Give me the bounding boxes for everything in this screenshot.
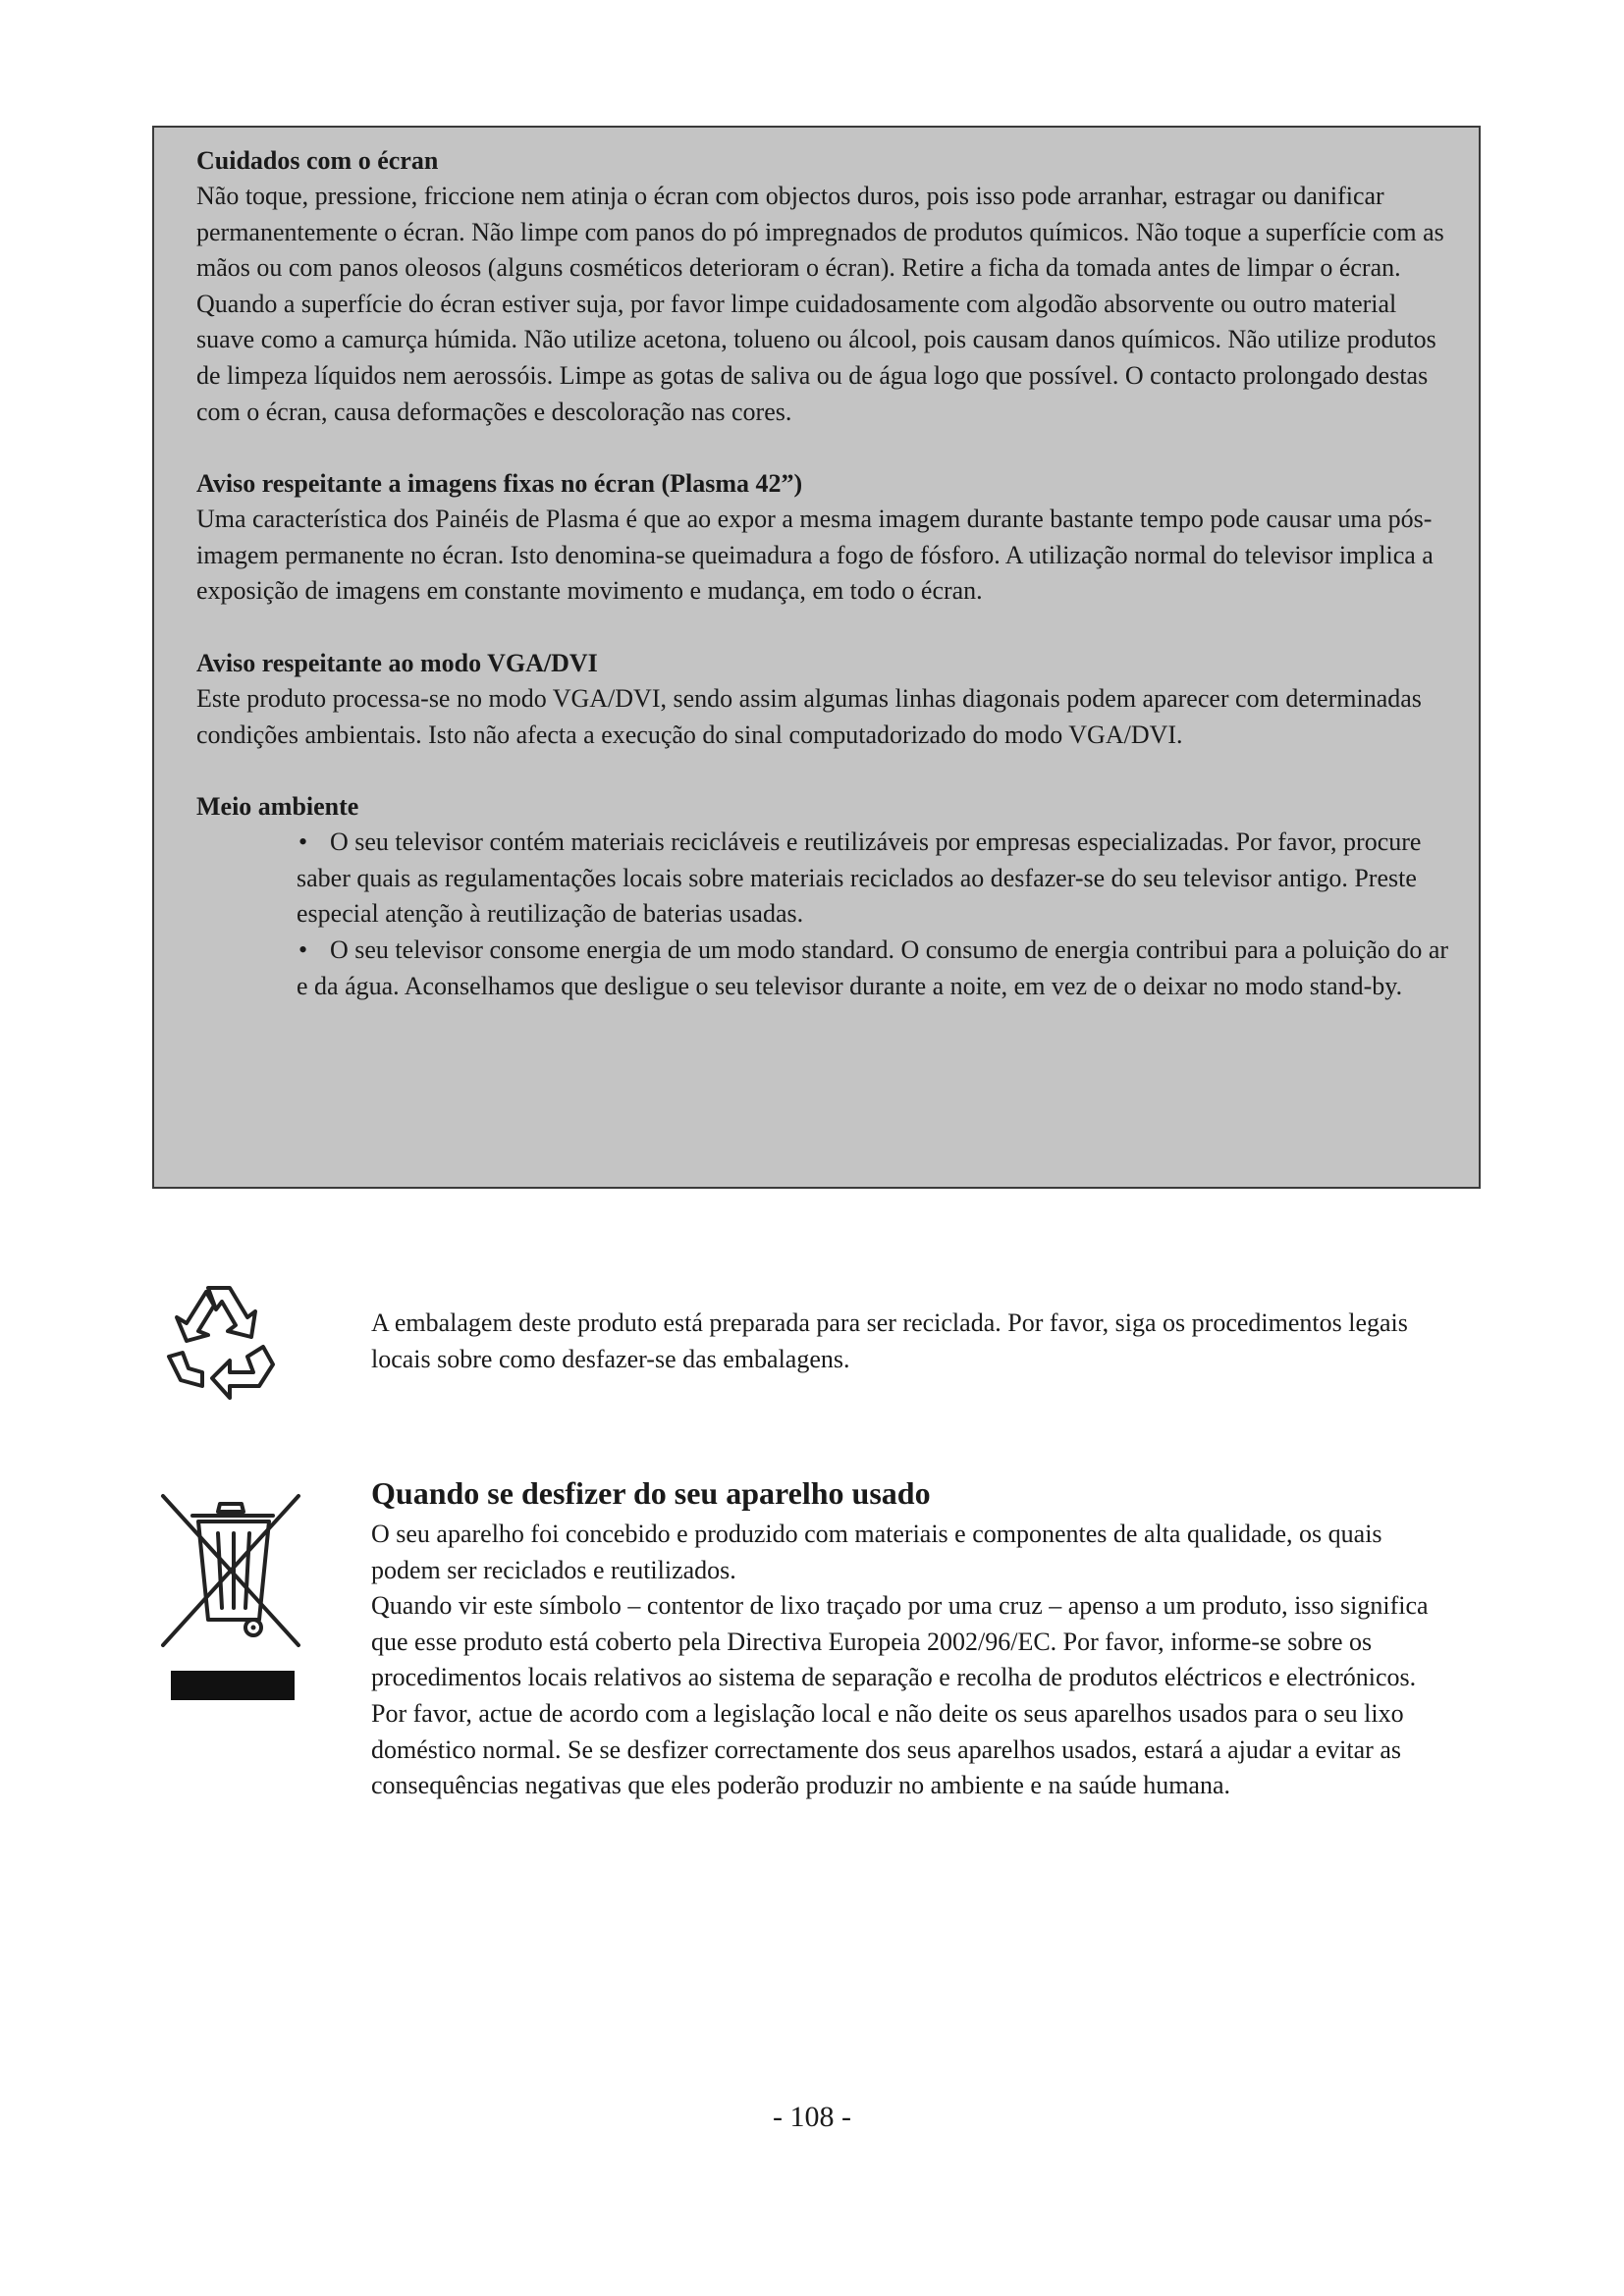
environment-item-text: O seu televisor consome energia de um modo standard. O consumo de energia contribui para a poluição do ar e da água. Aconselhamos que desligue o seu televisor durante a noite, em vez de o deixar no modo stand-by. <box>297 934 1449 1000</box>
disposal-body <box>371 1517 1451 1804</box>
screen-care-title: Cuidados com o écran <box>196 146 439 175</box>
bullet-icon: • <box>298 828 308 857</box>
crossed-out-bin-icon <box>157 1490 304 1706</box>
packaging-text: A embalagem deste produto está preparada para ser reciclada. Por favor, siga os procedimentos legais locais sobre como desfazer-se das embalagens. <box>371 1308 1408 1373</box>
screen-care-body: Não toque, pressione, friccione nem atinja o écran com objectos duros, pois isso pode arranhar, estragar ou danificar permanentemente o écran. Não limpe com panos do pó impregnados de produtos químicos. Não toque a superfície com as mãos ou com panos oleosos (alguns cosméticos deterioram o écran). Retire a ficha da tomada antes de limpar o écran. Quando a superfície do écran estiver suja, por favor limpe cuidadosamente com algodão absorvente ou outro material suave como a camurça húmida. Não utilize acetona, tolueno ou álcool, pois causam danos químicos. Não utilize produtos de limpeza líquidos nem aerossóis. Limpe as gotas de saliva ou de água logo que possível. O contacto prolongado destas com o écran, causa deformações e descoloração nas cores. <box>196 182 1444 426</box>
vga-dvi-title: Aviso respeitante ao modo VGA/DVI <box>196 648 598 677</box>
still-images-body: Uma característica dos Painéis de Plasma é que ao expor a mesma imagem durante bastante tempo pode causar uma pós-imagem permanente no écran. Isto denomina-se queimadura a fogo de fósforo. A utilização normal do televisor implica a exposição de imagens em constante movimento e mudança, em todo o écran. <box>196 505 1434 606</box>
vga-dvi-body: Este produto processa-se no modo VGA/DVI, sendo assim algumas linhas diagonais podem aparecer com determinadas condições ambientais. Isto não afecta a execução do sinal computadorizado do modo VGA/DVI. <box>196 683 1422 749</box>
disposal-paragraph: O seu aparelho foi concebido e produzido com materiais e componentes de alta qualidade, os quais podem ser reciclados e reutilizados. <box>371 1520 1382 1584</box>
screen-care-section <box>196 143 1449 430</box>
environment-item-text: O seu televisor contém materiais recicláveis e reutilizáveis por empresas especializadas. Por favor, procure saber quais as regulamentações locais sobre materiais reciclados ao desfazer-se do seu televisor antigo. Preste especial atenção à reutilização de baterias usadas. <box>297 828 1422 929</box>
environment-list-item <box>297 933 1449 1004</box>
page-number: - 108 - <box>773 2101 851 2133</box>
notice-box <box>152 126 1481 1189</box>
recycle-icon <box>157 1274 285 1402</box>
environment-title: Meio ambiente <box>196 792 359 822</box>
bullet-icon: • <box>298 934 308 964</box>
still-images-title: Aviso respeitante a imagens fixas no écran (Plasma 42”) <box>196 469 803 499</box>
environment-section <box>196 789 1449 1004</box>
environment-list <box>196 825 1449 1004</box>
environment-list-item <box>297 825 1449 933</box>
disposal-paragraph: Quando vir este símbolo – contentor de lixo traçado por uma cruz – apenso a um produto, isso significa que esse produto está coberto pela Directiva Europeia 2002/96/EC. Por favor, informe-se sobre os procedimentos locais relativos ao sistema de separação e recolha de produtos eléctricos e electrónicos. Por favor, actue de acordo com a legislação local e não deite os seus aparelhos usados para o seu lixo doméstico normal. Se se desfizer correctamente dos seus aparelhos usados, estará a ajudar a evitar as consequências negativas que eles poderão produzir no ambiente e na saúde humana. <box>371 1591 1429 1800</box>
vga-dvi-section <box>196 646 1449 753</box>
disposal-title: Quando se desfizer do seu aparelho usado <box>371 1475 931 1511</box>
still-images-section <box>196 466 1449 610</box>
